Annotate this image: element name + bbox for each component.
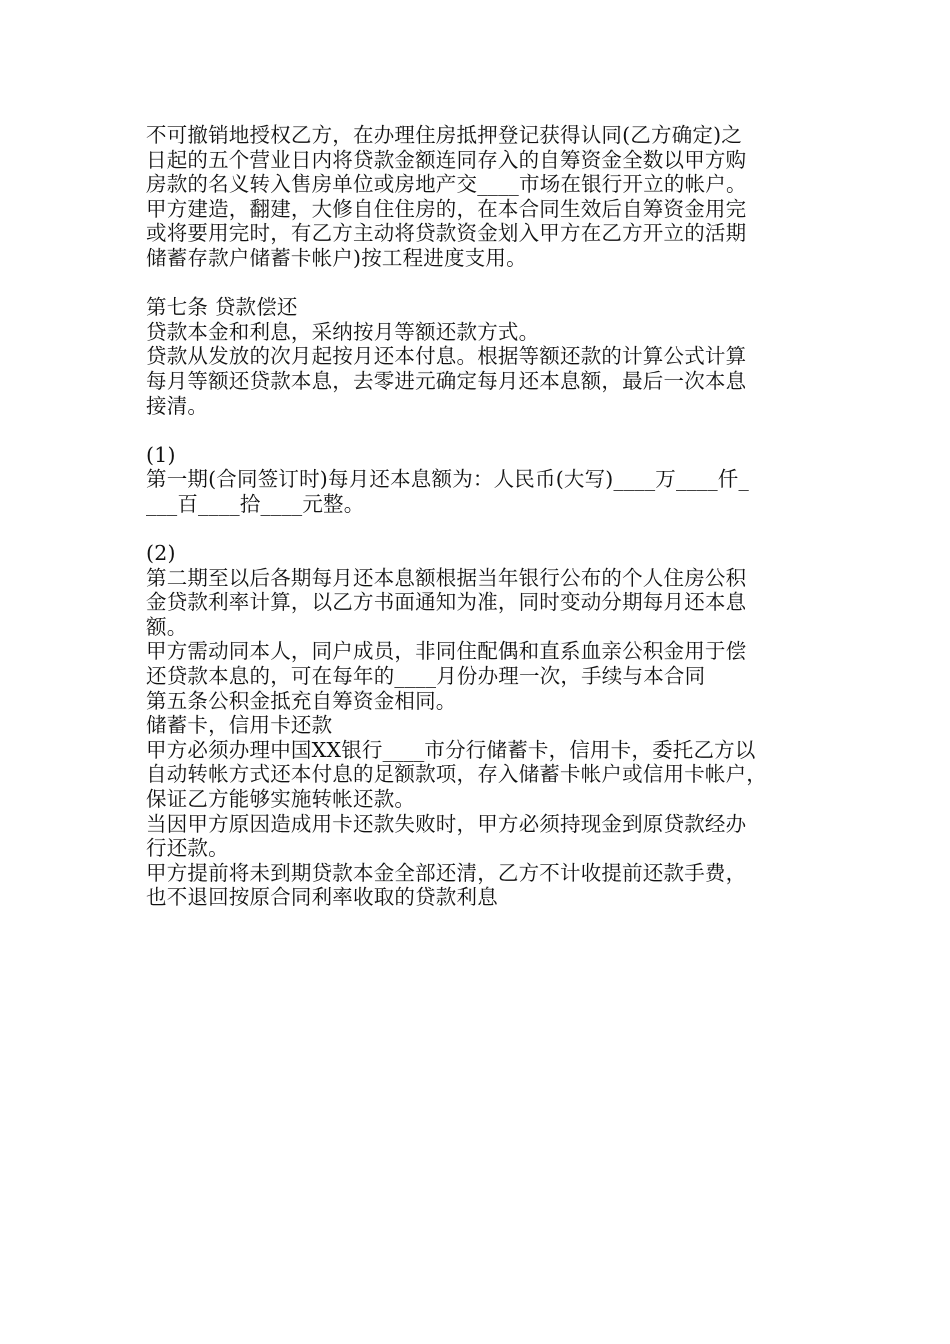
text-line: 或将要用完时，有乙方主动将贷款资金划入甲方在乙方开立的活期 bbox=[146, 221, 747, 246]
text-line: 储蓄卡，信用卡还款 bbox=[146, 713, 333, 738]
text-line: 自动转帐方式还本付息的足额款项，存入储蓄卡帐户或信用卡帐户， bbox=[146, 762, 767, 787]
text-line: 金贷款利率计算，以乙方书面通知为准，同时变动分期每月还本息 bbox=[146, 590, 747, 615]
text-line: 甲方必须办理中国XX银行____市分行储蓄卡，信用卡，委托乙方以 bbox=[146, 737, 756, 762]
text-line: 甲方建造，翻建，大修自住住房的，在本合同生效后自筹资金用完 bbox=[146, 196, 747, 221]
paragraph-gap bbox=[146, 271, 826, 296]
text-line: 行还款。 bbox=[146, 836, 229, 861]
item-number: (1) bbox=[146, 442, 176, 467]
text-line: 甲方需动同本人，同户成员，非同住配偶和直系血亲公积金用于偿 bbox=[146, 639, 747, 664]
text-line: 保证乙方能够实施转帐还款。 bbox=[146, 787, 416, 812]
text-line: 第五条公积金抵充自筹资金相同。 bbox=[146, 688, 457, 713]
text-line: 储蓄存款户储蓄卡帐户)按工程进度支用。 bbox=[146, 245, 527, 270]
text-line: 还贷款本息的，可在每年的____月份办理一次，手续与本合同 bbox=[146, 664, 706, 689]
text-line: 日起的五个营业日内将贷款金额连同存入的自筹资金全数以甲方购 bbox=[146, 147, 747, 172]
text-line: 甲方提前将未到期贷款本金全部还清，乙方不计收提前还款手费， bbox=[146, 860, 747, 885]
paragraph-gap bbox=[146, 517, 826, 542]
text-line: ___百____拾____元整。 bbox=[146, 491, 365, 516]
document-body bbox=[146, 123, 826, 910]
text-line: 房款的名义转入售房单位或房地产交____市场在银行开立的帐户。 bbox=[146, 172, 747, 197]
text-line: 额。 bbox=[146, 614, 188, 639]
text-line: 第二期至以后各期每月还本息额根据当年银行公布的个人住房公积 bbox=[146, 565, 747, 590]
section-heading: 第七条 贷款偿还 bbox=[146, 295, 298, 320]
text-line: 不可撤销地授权乙方，在办理住房抵押登记获得认同(乙方确定)之 bbox=[146, 123, 742, 147]
paragraph-gap bbox=[146, 418, 826, 443]
text-line: 贷款本金和利息，采纳按月等额还款方式。 bbox=[146, 319, 540, 344]
text-line: 也不退回按原合同利率收取的贷款利息 bbox=[146, 885, 498, 910]
text-line: 当因甲方原因造成用卡还款失败时，甲方必须持现金到原贷款经办 bbox=[146, 811, 747, 836]
text-line: 第一期(合同签订时)每月还本息额为：人民币(大写)____万____仟_ bbox=[146, 467, 749, 492]
item-number: (2) bbox=[146, 541, 176, 566]
text-line: 每月等额还贷款本息，去零进元确定每月还本息额，最后一次本息 bbox=[146, 368, 747, 393]
text-line: 贷款从发放的次月起按月还本付息。根据等额还款的计算公式计算 bbox=[146, 344, 747, 369]
text-line: 接清。 bbox=[146, 393, 209, 418]
